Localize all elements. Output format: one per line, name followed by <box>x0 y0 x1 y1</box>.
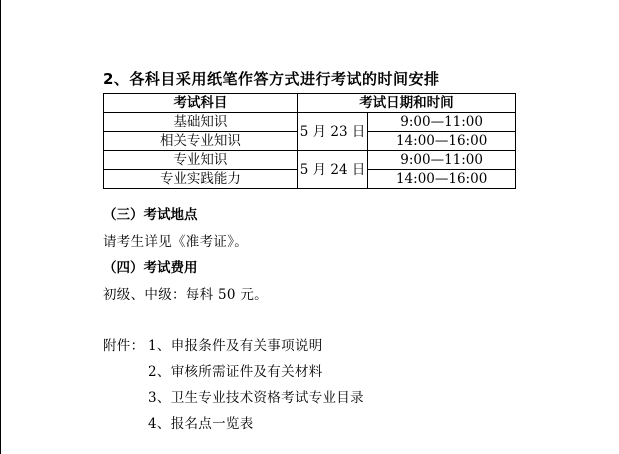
header-date-time: 考试日期和时间 <box>297 94 515 113</box>
exam-schedule-table <box>103 93 516 189</box>
date-cell: 5 月 23 日 <box>297 113 367 151</box>
section-exam-fee-title: （四）考试费用 <box>103 260 198 276</box>
subject-cell: 专业实践能力 <box>104 170 298 189</box>
attachment-item: 2、审核所需证件及有关材料 <box>148 364 323 380</box>
time-cell: 9:00—11:00 <box>368 151 516 170</box>
schedule-heading: 2、各科目采用纸笔作答方式进行考试的时间安排 <box>103 70 440 88</box>
attachments-label: 附件： <box>103 338 145 354</box>
section-exam-fee-text: 初级、中级：每科 50 元。 <box>103 287 268 303</box>
attachment-item: 4、报名点一览表 <box>148 416 254 432</box>
section-exam-location-text: 请考生详见《准考证》。 <box>103 234 249 250</box>
time-cell: 9:00—11:00 <box>368 113 516 132</box>
attachment-item: 1、申报条件及有关事项说明 <box>148 338 323 354</box>
subject-cell: 相关专业知识 <box>104 132 298 151</box>
subject-cell: 专业知识 <box>104 151 298 170</box>
table-header-row <box>104 94 516 113</box>
table-row <box>104 113 516 132</box>
date-cell: 5 月 24 日 <box>297 151 367 189</box>
time-cell: 14:00—16:00 <box>368 132 516 151</box>
header-subject: 考试科目 <box>104 94 298 113</box>
subject-cell: 基础知识 <box>104 113 298 132</box>
section-exam-location-title: （三）考试地点 <box>103 207 198 223</box>
page-left-border <box>0 0 1 454</box>
attachment-item: 3、卫生专业技术资格考试专业目录 <box>148 390 364 406</box>
table-row <box>104 151 516 170</box>
time-cell: 14:00—16:00 <box>368 170 516 189</box>
